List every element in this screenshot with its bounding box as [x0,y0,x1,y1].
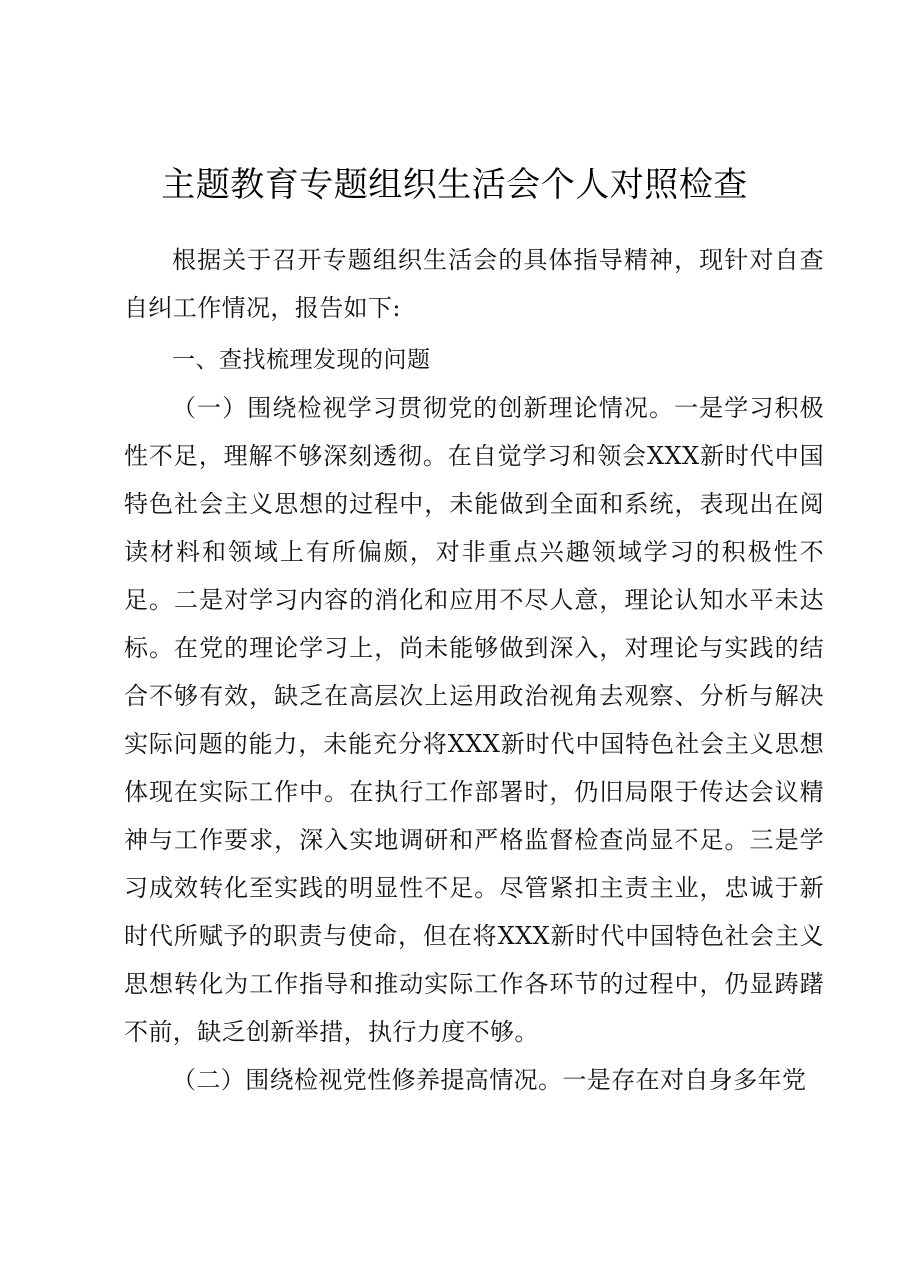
section-heading: 一、查找梳理发现的问题 [172,347,431,373]
item-one-paragraph: （一）围绕检视学习贯彻党的创新理论情况。一是学习积极性不足，理解不够深刻透彻。在自觉学习和领会XXX新时代中国特色社会主义思想的过程中，未能做到全面和系统，表现出在阅读材料和领域上有所偏颇，对非重点兴趣领域学习的积极性不足。二是对学习内容的消化和应用不尽人意，理论认知水平未达标。在党的理论学习上，尚未能够做到深入，对理论与实践的结合不够有效，缺乏在高层次上运用政治视角去观察、分析与解决实际问题的能力，未能充分将XXX新时代中国特色社会主义思想体现在实际工作中。在执行工作部署时，仍旧局限于传达会议精神与工作要求，深入实地调研和严格监督检查尚显不足。三是学习成效转化至实践的明显性不足。尽管紧扣主责主业，忠诚于新时代所赋予的职责与使命，但在将XXX新时代中国特色社会主义思想转化为工作指导和推动实际工作各环节的过程中，仍显踌躇不前，缺乏创新举措，执行力度不够。 [124,394,824,1046]
intro-paragraph: 根据关于召开专题组织生活会的具体指导精神，现针对自查自纠工作情况，报告如下: [124,246,824,322]
document-title: 主题教育专题组织生活会个人对照检查 [161,165,748,205]
document-body [124,236,824,1104]
item-two-paragraph: （二）围绕检视党性修养提高情况。一是存在对自身多年党 [172,1066,807,1094]
